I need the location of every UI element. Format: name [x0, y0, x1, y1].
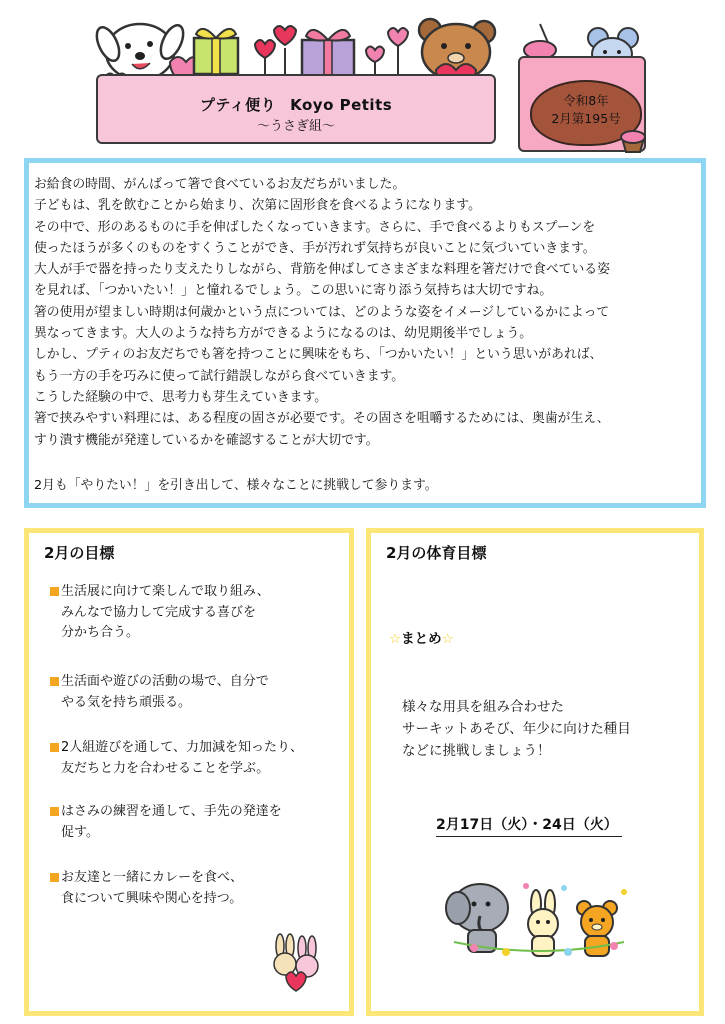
pe-dates: 2月17日（火）・24日（火）: [436, 814, 622, 837]
intro-line: 使ったほうが多くのものをすくうことができ、手が汚れず気持ちが良いことに気づいていきます。: [34, 240, 596, 256]
goal-item: 生活面や遊びの活動の場で、自分で やる気を持ち頑張る。: [50, 672, 269, 713]
heart-icon: [388, 28, 408, 74]
bullet-icon: [50, 743, 59, 752]
heart-icon: [255, 40, 275, 74]
bullet-icon: [50, 873, 59, 882]
heart-icon: [274, 26, 296, 74]
issue-number: [530, 92, 642, 128]
intro-line: もう一方の手を巧みに使って試行錯誤しながら食べていきます。: [34, 368, 405, 384]
issue-label: 2月第195号: [551, 111, 621, 126]
intro-line: しかし、プティのお友だちでも箸を持つことに興味をもち、「つかいたい！」という思いがあれば、: [34, 347, 603, 363]
goal-item: 生活展に向けて楽しんで取り組み、 みんなで協力して完成する喜びを 分かち合う。: [50, 582, 270, 644]
animals-garland-icon: [444, 872, 634, 972]
intro-line: 箸で挟みやすい料理には、ある程度の固さが必要です。その固さを咀嚼するためには、奥歯が生え、: [34, 411, 610, 427]
intro-line: 子どもは、乳を飲むことから始まり、次第に固形食を食べるようになります。: [34, 198, 481, 214]
star-icon: ☆: [389, 631, 402, 647]
class-name: 〜うさぎ組〜: [256, 119, 335, 134]
heart-icon: [366, 47, 384, 75]
summary-line: サーキットあそび、年少に向けた種目: [402, 721, 631, 737]
summary-text: [402, 696, 631, 762]
intro-line: を見れば、「つかいたい！」と憧れるでしょう。この思いに寄り添う気持ちは大切ですね。: [34, 283, 553, 299]
star-icon: ☆: [441, 631, 454, 647]
summary-heading: ☆まとめ☆: [389, 631, 454, 647]
gift-icon: [194, 29, 238, 74]
intro-line: 大人が手で器を持ったり支えたりしながら、背筋を伸ばしてさまざまな料理を箸だけで食べている姿: [34, 262, 610, 278]
monthly-goals-title: 2月の目標: [44, 544, 115, 562]
summary-line: などに挑戦しましょう！: [402, 743, 551, 759]
whisk-icon: [524, 24, 556, 59]
rabbits-icon: [266, 936, 326, 996]
cupcake-icon: [620, 128, 650, 158]
intro-closing: 2月も「やりたい！」を引き出して、様々なことに挑戦して参ります。: [34, 478, 438, 493]
intro-line: 異なってきます。大人のような持ち方ができるようになるのは、幼児期後半でしょう。: [34, 326, 533, 342]
bullet-icon: [50, 677, 59, 686]
intro-line: 箸の使用が望ましい時期は何歳かという点については、どのような姿をイメージしているかによって: [34, 304, 610, 320]
gift-icon: [302, 30, 354, 76]
goal-item: お友達と一緒にカレーを食べ、 食について興味や関心を持つ。: [50, 868, 243, 909]
goal-item: 2人組遊びを通して、力加減を知ったり、 友だちと力を合わせることを学ぶ。: [50, 738, 303, 779]
intro-line: その中で、形のあるものに手を伸ばしたくなっていきます。さらに、手で食べるよりもスプーンを: [34, 219, 596, 235]
bullet-icon: [50, 587, 59, 596]
bullet-icon: [50, 807, 59, 816]
intro-line: すり潰す機能が発達しているかを確認することが大切です。: [34, 432, 379, 448]
intro-line: お給食の時間、がんばって箸で食べているお友だちがいました。: [34, 177, 406, 192]
newsletter-title: プティ便り Koyo Petits: [199, 96, 393, 114]
issue-era: 令和8年: [563, 93, 609, 108]
intro-paragraph: [34, 174, 698, 451]
pe-goals-title: 2月の体育目標: [386, 544, 487, 562]
goal-item: はさみの練習を通して、手先の発達を 促す。: [50, 802, 282, 843]
intro-line: こうした経験の中で、思考力も芽生えていきます。: [34, 389, 328, 405]
summary-line: 様々な用具を組み合わせた: [402, 699, 564, 715]
